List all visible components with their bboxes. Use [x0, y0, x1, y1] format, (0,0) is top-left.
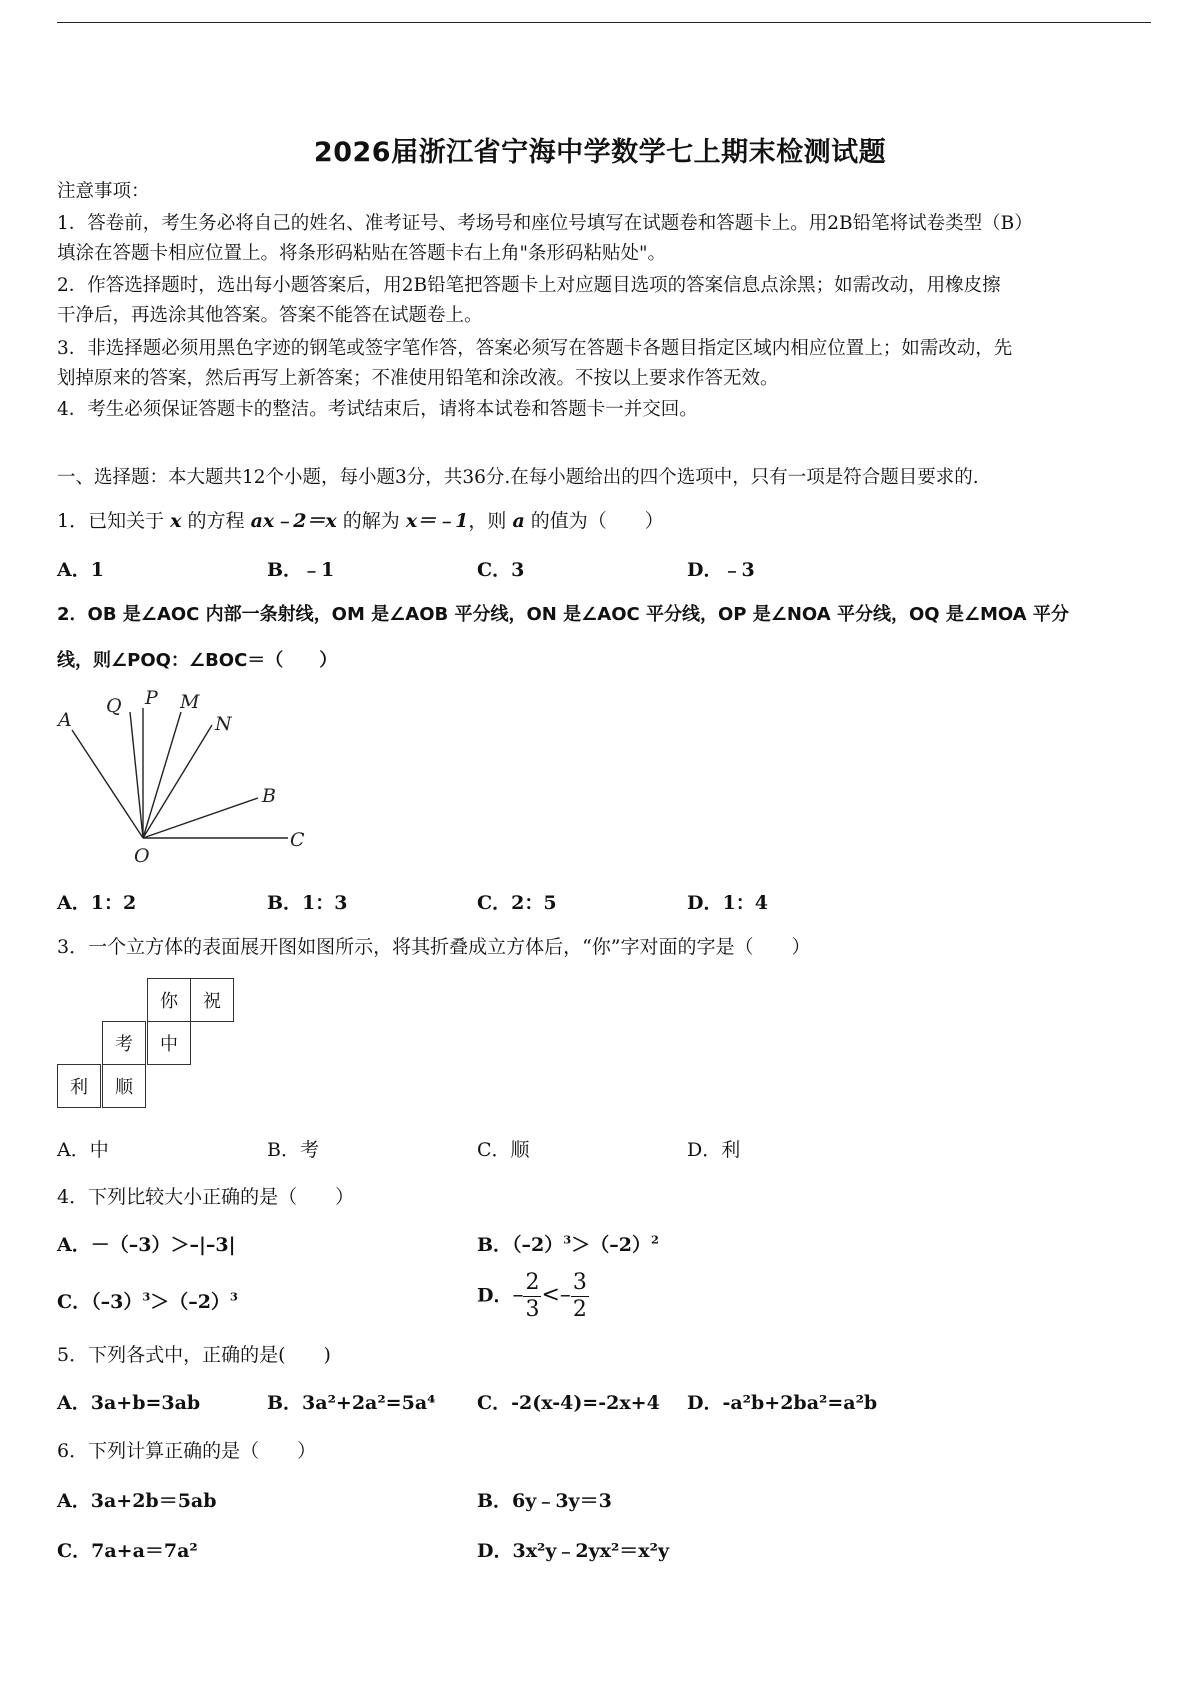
q6-option-a[interactable]: A．3a+2b＝5ab: [57, 1490, 217, 1512]
q1-option-b[interactable]: B．﹣1: [267, 559, 335, 581]
q5-option-c[interactable]: C．-2(x-4)=-2x+4: [477, 1392, 660, 1414]
q2-option-b[interactable]: B．1：3: [267, 892, 348, 914]
notice-item: 2．作答选择题时，选出每小题答案后，用2B铅笔把答题卡上对应题目选项的答案信息点涂黑；如需改动，用橡皮擦: [57, 275, 1001, 296]
ray-om: [143, 712, 181, 838]
q2-option-a[interactable]: A．1：2: [57, 892, 137, 914]
q3-option-b[interactable]: B．考: [267, 1139, 319, 1161]
top-rule: [57, 22, 1151, 23]
q4-option-c[interactable]: C．$(-3)^3>(-2)^3$: [57, 1289, 238, 1313]
q3-option-a[interactable]: A．中: [57, 1139, 109, 1161]
label-m: M: [180, 691, 200, 713]
notice-heading: 注意事项：: [57, 181, 150, 202]
q1-option-d[interactable]: D．﹣3: [687, 559, 755, 581]
q1-option-a[interactable]: A．1: [57, 559, 104, 581]
notice-item: 3．非选择题必须用黑色字迹的钢笔或签字笔作答，答案必须写在答题卡各题目指定区域内相应位置上；如需改动，先: [57, 338, 1013, 359]
notice-item: 划掉原来的答案，然后再写上新答案；不准使用铅笔和涂改液。不按以上要求作答无效。: [57, 368, 779, 389]
label-c: C: [290, 829, 305, 851]
question-6-stem: 6．下列计算正确的是（ ）: [57, 1440, 317, 1462]
label-o: O: [134, 845, 150, 865]
net-cell: 利: [57, 1064, 101, 1108]
label-p: P: [145, 690, 158, 709]
q4-option-d[interactable]: D．– $\frac{2}{3}$ <– $\frac{3}{2}$: [477, 1270, 587, 1322]
q4-option-b[interactable]: B．$(-2)^3>(-2)^2$: [477, 1232, 659, 1256]
notice-item: 干净后，再选涂其他答案。答案不能答在试题卷上。: [57, 305, 483, 326]
label-q: Q: [106, 695, 122, 717]
question-3-stem: 3．一个立方体的表面展开图如图所示，将其折叠成立方体后，“你”字对面的字是（ ）: [57, 936, 811, 958]
q4-option-a[interactable]: A．－（–3）＞–|–3|: [57, 1234, 236, 1256]
angle-diagram: [50, 690, 330, 865]
q5-option-d[interactable]: D．-a²b+2ba²=a²b: [687, 1392, 878, 1414]
label-b: B: [262, 785, 276, 807]
question-4-stem: 4．下列比较大小正确的是（ ）: [57, 1186, 355, 1208]
notice-item: 1．答卷前，考生务必将自己的姓名、准考证号、考场号和座位号填写在试题卷和答题卡上。用2B铅笔将试卷类型（B）: [57, 213, 1033, 234]
q5-option-a[interactable]: A．3a+b=3ab: [57, 1392, 201, 1414]
label-a: A: [58, 709, 72, 731]
net-cell: 考: [102, 1021, 146, 1065]
q2-option-d[interactable]: D．1：4: [687, 892, 768, 914]
question-5-stem: 5．下列各式中，正确的是( ): [57, 1344, 331, 1366]
q5-option-b[interactable]: B．3a²+2a²=5a⁴: [267, 1392, 436, 1414]
net-cell: 祝: [190, 978, 234, 1022]
q1-option-c[interactable]: C．3: [477, 559, 525, 581]
notice-item: 4．考生必须保证答题卡的整洁。考试结束后，请将本试卷和答题卡一并交回。: [57, 399, 698, 420]
ray-on: [143, 725, 212, 838]
question-2-stem: 2．OB 是∠AOC 内部一条射线，OM 是∠AOB 平分线，ON 是∠AOC 平分线，OP 是∠NOA 平分线，OQ 是∠MOA 平分: [57, 604, 1069, 625]
q3-option-d[interactable]: D．利: [687, 1139, 741, 1161]
page-title: 2026届浙江省宁海中学数学七上期末检测试题: [313, 137, 887, 168]
q2-option-c[interactable]: C．2：5: [477, 892, 557, 914]
label-n: N: [215, 713, 232, 735]
q6-option-d[interactable]: D．3x²y﹣2yx²＝x²y: [477, 1540, 669, 1562]
net-cell: 中: [147, 1021, 191, 1065]
net-cell: 你: [147, 978, 191, 1022]
ray-ob: [143, 798, 258, 838]
question-2-stem-cont: 线，则∠POQ：∠BOC＝（ ）: [57, 650, 338, 671]
section-heading: 一、选择题：本大题共12个小题，每小题3分，共36分.在每小题给出的四个选项中，只有一项是符合题目要求的.: [57, 467, 979, 488]
q6-option-c[interactable]: C．7a+a＝7a²: [57, 1540, 198, 1562]
question-1-stem: 1．已知关于 x 的方程 ax﹣2＝x 的解为 x＝﹣1，则 a 的值为（ ）: [57, 510, 664, 532]
notice-item: 填涂在答题卡相应位置上。将条形码粘贴在答题卡右上角"条形码粘贴处"。: [57, 243, 667, 264]
net-cell: 顺: [102, 1064, 146, 1108]
q3-option-c[interactable]: C．顺: [477, 1139, 530, 1161]
q6-option-b[interactable]: B．6y﹣3y＝3: [477, 1490, 612, 1512]
ray-oq: [130, 712, 143, 838]
ray-oa: [72, 730, 143, 838]
